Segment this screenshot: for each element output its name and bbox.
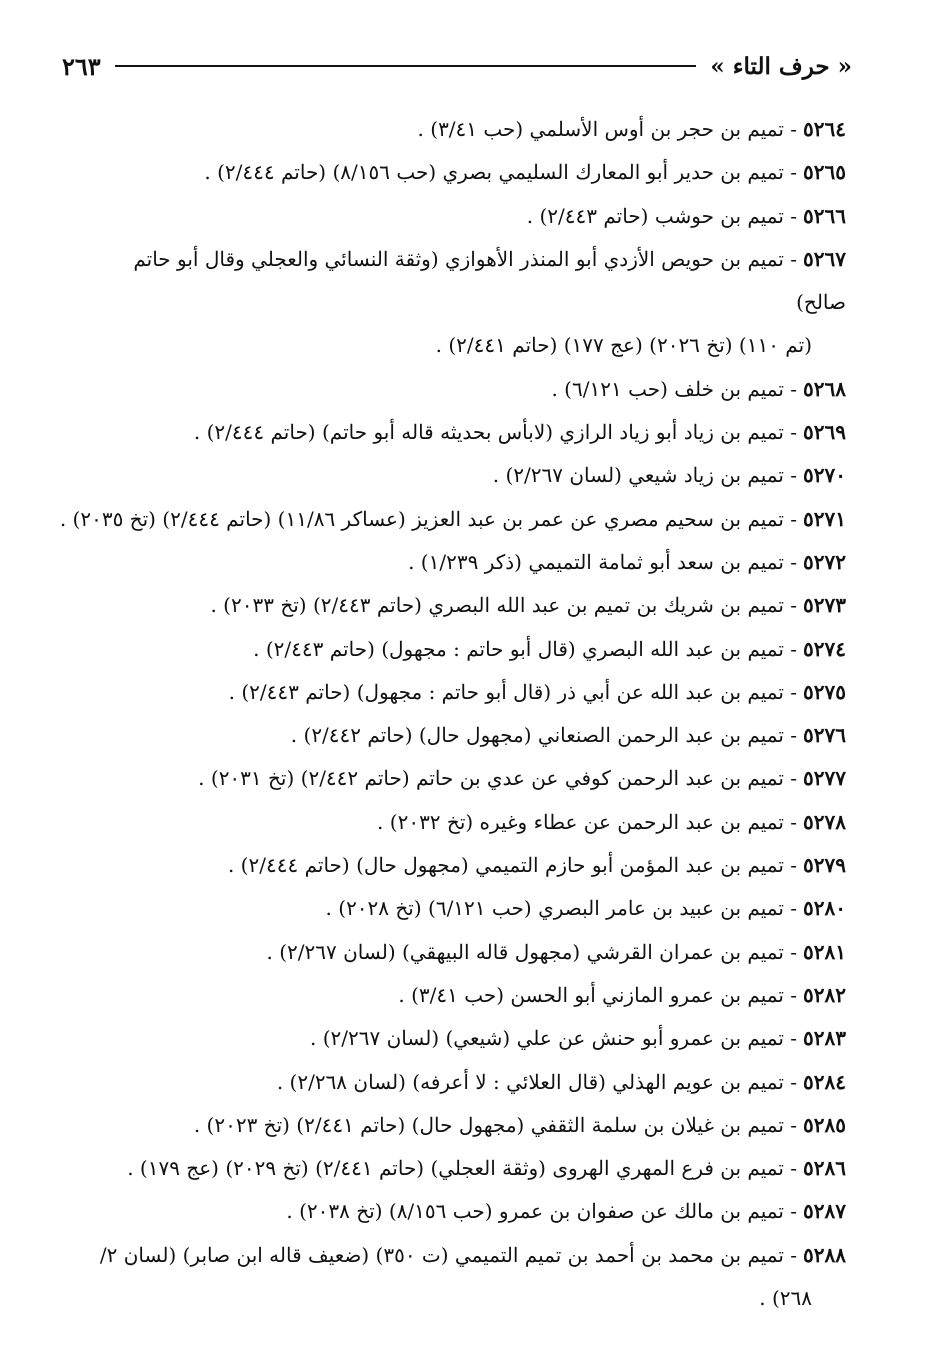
entry-text: - تميم بن سحيم مصري عن عمر بن عبد العزيز (عساكر ١١/٨٦) (حاتم ٢/٤٤٤) (تخ ٢٠٣٥) . xyxy=(59,506,798,531)
list-item xyxy=(78,1017,846,1060)
entry-text: - تميم بن زياد أبو زياد الرازي (لابأس بحديثه قاله أبو حاتم) (حاتم ٢/٤٤٤) . xyxy=(193,420,798,445)
list-item xyxy=(78,628,846,671)
entry-number: ٥٢٦٨ xyxy=(803,376,846,401)
entry-text: - تميم بن حوشب (حاتم ٢/٤٤٣) . xyxy=(526,203,798,228)
entry-number: ٥٢٨٣ xyxy=(803,1026,846,1051)
entry-text: - تميم بن مالك عن صفوان بن عمرو (حب ٨/١٥٦) (تخ ٢٠٣٨) . xyxy=(286,1199,798,1224)
entry-number: ٥٢٦٦ xyxy=(803,203,846,228)
list-item xyxy=(59,498,846,541)
entry-text: - تميم بن شريك بن تميم بن عبد الله البصري (حاتم ٢/٤٤٣) (تخ ٢٠٣٣) . xyxy=(210,593,798,618)
list-item xyxy=(78,1190,846,1233)
entry-text: - تميم بن حويص الأزدي أبو المنذر الأهوازي (وثقة النسائي والعجلي وقال أبو حاتم صالح) xyxy=(133,246,846,315)
entry-number: ٥٢٧٢ xyxy=(803,549,846,574)
entry-number: ٥٢٧٧ xyxy=(803,766,846,791)
entry-text: - تميم بن عبيد بن عامر البصري (حب ٦/١٢١) (تخ ٢٠٢٨) . xyxy=(325,896,798,921)
entry-number: ٥٢٧٣ xyxy=(803,593,846,618)
entry-number: ٥٢٨٥ xyxy=(803,1112,846,1137)
entry-number: ٥٢٦٥ xyxy=(803,160,846,185)
entry-number: ٥٢٨٨ xyxy=(803,1242,846,1267)
entry-text: - تميم بن سعد أبو ثمامة التميمي (ذكر ١/٢٣٩) . xyxy=(408,549,798,574)
entry-number: ٥٢٧٨ xyxy=(803,809,846,834)
entry-number: ٥٢٨٢ xyxy=(803,982,846,1007)
list-item xyxy=(78,368,846,411)
entry-text: - تميم بن عبد الرحمن عن عطاء وغيره (تخ ٢٠٣٢) . xyxy=(377,809,798,834)
page-number: ٢٦٣ xyxy=(62,51,101,81)
entry-text: - تميم بن حجر بن أوس الأسلمي (حب ٣/٤١) . xyxy=(417,117,798,141)
entry-number: ٥٢٨٤ xyxy=(803,1069,846,1094)
entry-number: ٥٢٨٧ xyxy=(803,1199,846,1224)
list-item xyxy=(78,974,846,1017)
list-item xyxy=(78,151,846,194)
entry-number: ٥٢٨١ xyxy=(803,939,846,964)
entry-number: ٥٢٧٤ xyxy=(803,636,846,661)
entry-number: ٥٢٨٦ xyxy=(803,1156,846,1181)
entry-text: - تميم بن عبد المؤمن أبو حازم التميمي (مجهول حال) (حاتم ٢/٤٤٤) . xyxy=(227,853,798,878)
list-item xyxy=(78,411,846,454)
list-item xyxy=(78,931,846,974)
entry-text: - تميم بن عمرو المازني أبو الحسن (حب ٣/٤١) . xyxy=(398,982,798,1007)
entry-text: - تميم بن حدير أبو المعارك السليمي بصري (حب ٨/١٥٦) (حاتم ٢/٤٤٤) . xyxy=(204,160,798,185)
entry-text: - تميم بن عمرو أبو حنش عن علي (شيعي) (لسان ٢/٢٦٧) . xyxy=(310,1026,798,1051)
entry-number: ٥٢٧٦ xyxy=(803,723,846,748)
entry-continuation: ٢٦٨) . xyxy=(759,1286,812,1311)
entry-number: ٥٢٧٠ xyxy=(803,463,846,488)
list-item xyxy=(78,1234,846,1321)
entry-text: - تميم بن عبد الرحمن كوفي عن عدي بن حاتم (حاتم ٢/٤٤٢) (تخ ٢٠٣١) . xyxy=(198,766,798,791)
list-item xyxy=(78,801,846,844)
entry-list xyxy=(59,108,846,1320)
entry-text: - تميم بن فرع المهري الهروى (وثقة العجلي) (حاتم ٢/٤٤١) (تخ ٢٠٢٩) (عج ١٧٩) . xyxy=(127,1156,798,1181)
entry-number: ٥٢٨٠ xyxy=(803,896,846,921)
list-item xyxy=(78,1104,846,1147)
chapter-title: « حرف التاء » xyxy=(710,52,852,80)
page-header xyxy=(62,44,852,88)
entry-text: - تميم بن غيلان بن سلمة الثقفي (مجهول حال) (حاتم ٢/٤٤١) (تخ ٢٠٢٣) . xyxy=(193,1112,798,1137)
list-item xyxy=(78,541,846,584)
entry-text: - تميم بن خلف (حب ٦/١٢١) . xyxy=(551,376,798,401)
list-item xyxy=(78,584,846,627)
entry-continuation: (تم ١١٠) (تخ ٢٠٢٦) (عج ١٧٧) (حاتم ٢/٤٤١) . xyxy=(435,333,812,358)
entry-text: - تميم بن عويم الهذلي (قال العلائي : لا أعرفه) (لسان ٢/٢٦٨) . xyxy=(276,1069,798,1094)
list-item xyxy=(78,714,846,757)
list-item xyxy=(78,887,846,930)
list-item xyxy=(78,671,846,714)
list-item xyxy=(78,1147,846,1190)
list-item xyxy=(78,108,846,151)
list-item xyxy=(78,844,846,887)
list-item xyxy=(78,757,846,800)
list-item xyxy=(78,238,846,368)
list-item xyxy=(78,1061,846,1104)
entry-text: - تميم بن زياد شيعي (لسان ٢/٢٦٧) . xyxy=(492,463,798,488)
entry-number: ٥٢٦٤ xyxy=(803,117,846,141)
entry-number: ٥٢٧٩ xyxy=(803,853,846,878)
list-item xyxy=(78,454,846,497)
entry-number: ٥٢٦٧ xyxy=(803,246,846,271)
entry-text: - تميم بن عبد الرحمن الصنعاني (مجهول حال) (حاتم ٢/٤٤٢) . xyxy=(290,723,798,748)
header-rule xyxy=(115,65,697,67)
entry-text: - تميم بن عبد الله عن أبي ذر (قال أبو حاتم : مجهول) (حاتم ٢/٤٤٣) . xyxy=(228,679,798,704)
entry-number: ٥٢٧٥ xyxy=(803,679,846,704)
entry-text: - تميم بن محمد بن أحمد بن تميم التميمي (ت ٣٥٠) (ضعيف قاله ابن صابر) (لسان ٢/ xyxy=(99,1242,798,1267)
entry-text: - تميم بن عمران القرشي (مجهول قاله البيهقي) (لسان ٢/٢٦٧) . xyxy=(266,939,798,964)
entry-text: - تميم بن عبد الله البصري (قال أبو حاتم : مجهول) (حاتم ٢/٤٤٣) . xyxy=(253,636,798,661)
entry-number: ٥٢٧١ xyxy=(803,506,846,531)
entry-number: ٥٢٦٩ xyxy=(803,420,846,445)
list-item xyxy=(78,195,846,238)
